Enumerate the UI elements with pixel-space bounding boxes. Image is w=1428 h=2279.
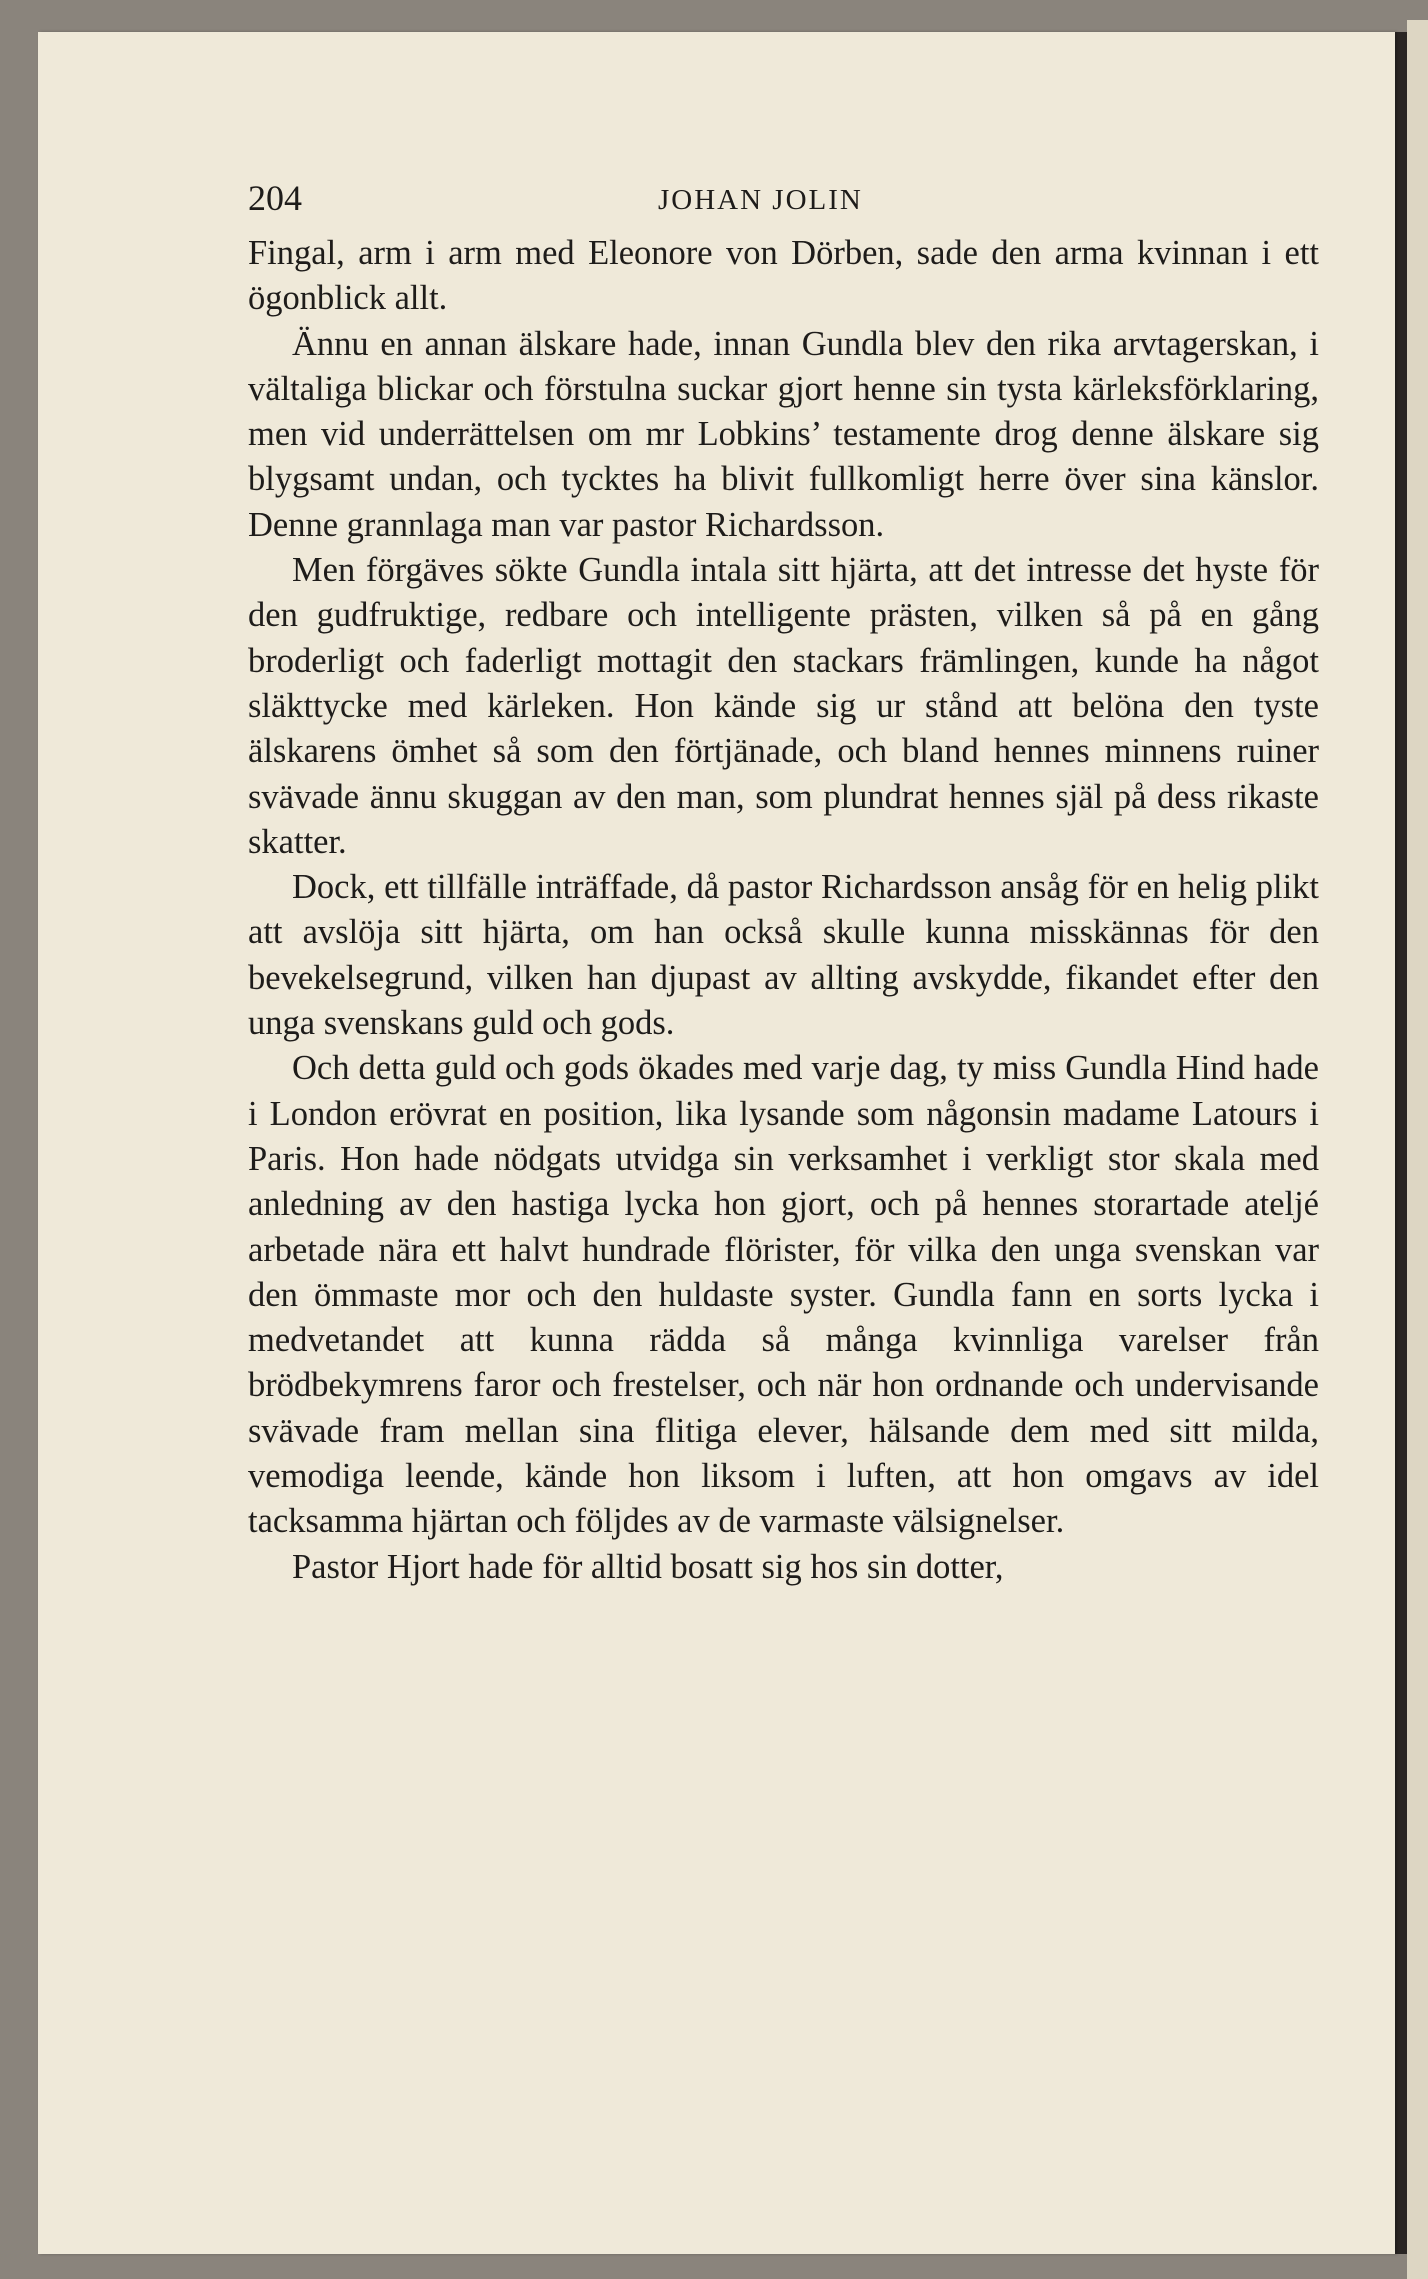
adjacent-page-edge [1407,20,1428,2279]
page-header [248,176,1319,220]
binding-shadow [1395,32,1407,2254]
paragraph: Fingal, arm i arm med Eleonore von Dörben, sade den arma kvinnan i ett ögonblick allt. [248,234,1319,318]
paragraph: Ännu en annan älskare hade, innan Gundla blev den rika arvtagerskan, i vältaliga blickar och förstulna suckar gjort henne sin tysta kärleksförklaring, men vid underrättelsen om mr Lobkins’ testamente drog denne älskare sig blygsamt undan, och tycktes ha blivit fullkomligt herre över sina känslor. Denne grannlaga man var pastor Richardsson. [248,324,1319,544]
running-head: JOHAN JOLIN [658,184,863,216]
paragraph: Dock, ett tillfälle inträffade, då pastor Richardsson ansåg för en helig plikt att avslöja sitt hjärta, om han också skulle kunna misskännas för den bevekelsegrund, vilken han djupast av allting avskydde, fikandet efter den unga svenskans guld och gods. [248,868,1319,1043]
page-number: 204 [248,178,302,218]
paragraph: Och detta guld och gods ökades med varje dag, ty miss Gundla Hind hade i London erövrat en position, lika lysande som någonsin madame Latours i Paris. Hon hade nödgats utvidga sin verksamhet i verkligt stor skala med anledning av den hastiga lycka hon gjort, och på hennes storartade ateljé arbetade nära ett halvt hundrade flörister, för vilka den unga svenskan var den ömmaste mor och den huldaste syster. Gundla fann en sorts lycka i medvetandet att kunna rädda så många kvinnliga varelser från brödbekymrens faror och frestelser, och när hon ordnande och undervisande svävade fram mellan sina flitiga elever, hälsande dem med sitt milda, vemodiga leende, kände hon liksom i luften, att hon omgavs av idel tacksamma hjärtan och följdes av de varmaste välsignelser. [248,1049,1319,1541]
paragraph: Pastor Hjort hade för alltid bosatt sig hos sin dotter, [292,1547,1004,1586]
body-text [248,231,1319,1590]
paragraph: Men förgäves sökte Gundla intala sitt hjärta, att det intresse det hyste för den gudfruktige, redbare och intelligente prästen, vilken så på en gång broderligt och faderligt mottagit den stackars främlingen, kunde ha något släkttycke med kärleken. Hon kände sig ur stånd att belöna den tyste älskarens ömhet så som den förtjänade, och bland hennes minnens ruiner svävade ännu skuggan av den man, som plundrat hennes själ på dess rikaste skatter. [248,551,1319,861]
